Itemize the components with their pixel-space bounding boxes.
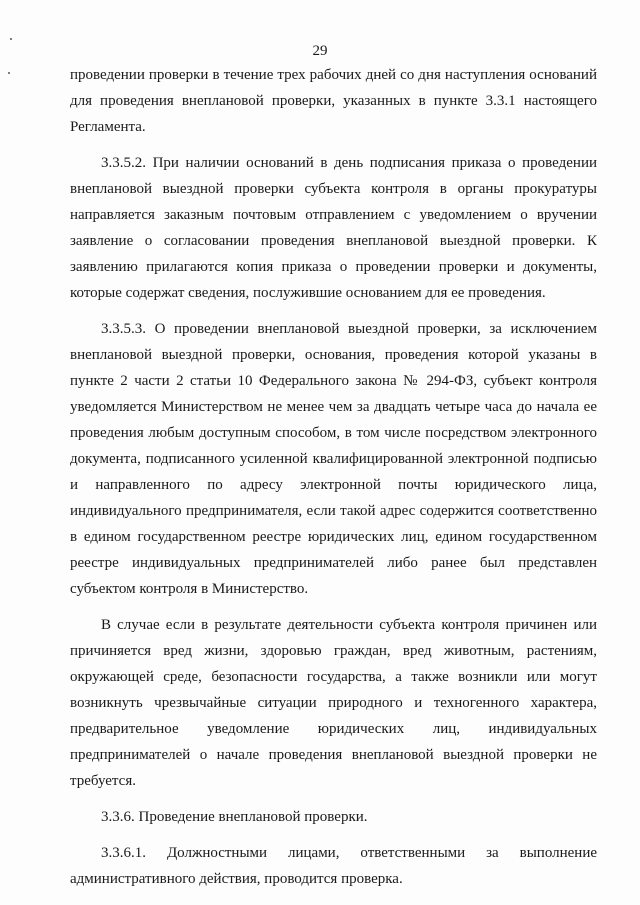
paragraph-continuation: проведении проверки в течение трех рабочих дней со дня наступления оснований для проведения внеплановой проверки, указанных в пункте 3.3.1 настоящего Регламента. [70,67,597,135]
paragraph-3-3-5-2: 3.3.5.2. При наличии оснований в день подписания приказа о проведении внеплановой выездной проверки субъекта контроля в органы прокуратуры направляется заказным почтовым отправлением с уведомлением о вручении заявление о согласовании проведения внеплановой выездной проверки. К заявлению прилагаются копия приказа о проведении проверки и документы, которые содержат сведения, послужившие основанием для ее проведения. [70,155,597,301]
scan-speck [10,38,12,40]
paragraph-3-3-6-1: 3.3.6.1. Должностными лицами, ответственными за выполнение административного действия, проводится проверка. [70,845,597,887]
body-text [70,62,597,892]
page-number: 29 [312,43,328,59]
paragraph-3-3-6: 3.3.6. Проведение внеплановой проверки. [101,809,368,825]
paragraph-emergency-case: В случае если в результате деятельности субъекта контроля причинен или причиняется вред жизни, здоровью граждан, вред животным, растениям, окружающей среде, безопасности государства, а также возникли или могут возникнуть чрезвычайные ситуации природного и техногенного характера, предварительное уведомление юридических лиц, индивидуальных предпринимателей о начале проведения внеплановой выездной проверки не требуется. [70,617,597,789]
paragraph-3-3-5-3: 3.3.5.3. О проведении внеплановой выездной проверки, за исключением внеплановой выездной проверки, основания, проведения которой указаны в пункте 2 части 2 статьи 10 Федерального закона № 294-ФЗ, субъект контроля уведомляется Министерством не менее чем за двадцать четыре часа до начала ее проведения любым доступным способом, в том числе посредством электронного документа, подписанного усиленной квалифицированной электронной подписью и направленного по адресу электронной почты юридического лица, индивидуального предпринимателя, если такой адрес содержится соответственно в едином государственном реестре юридических лиц, едином государственном реестре индивидуальных предпринимателей либо ранее был представлен субъектом контроля в Министерство. [70,321,597,597]
scan-speck [8,72,10,74]
